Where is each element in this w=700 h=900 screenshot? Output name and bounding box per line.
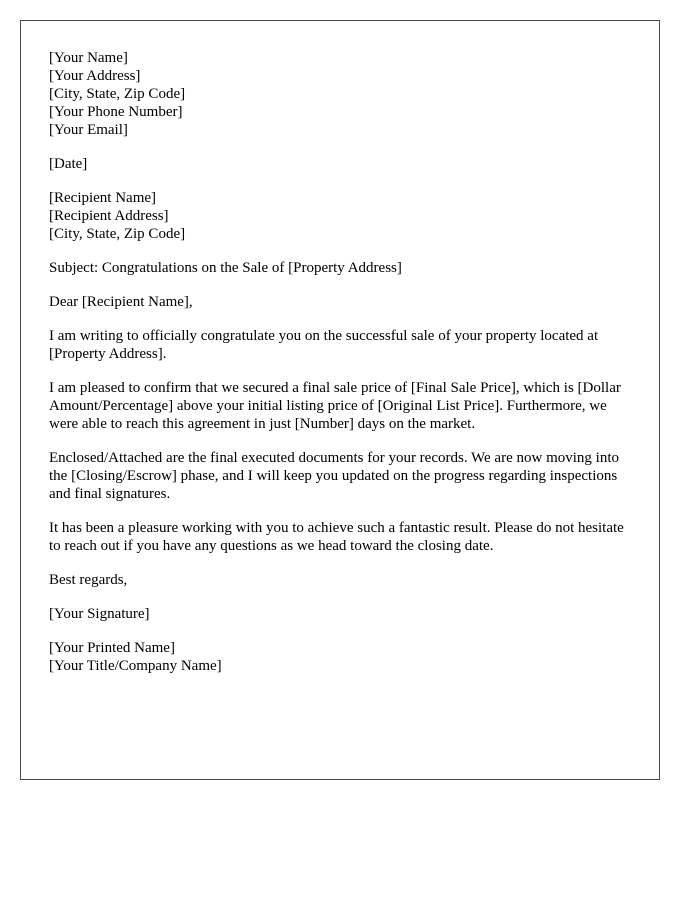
paragraph-intro: I am writing to officially congratulate you on the successful sale of your property located at [Property Address]. (49, 328, 599, 362)
recipient-city-state-zip: [City, State, Zip Code] (49, 226, 186, 242)
recipient-block (49, 189, 639, 243)
closing-phrase: Best regards, (49, 572, 128, 588)
recipient-name: [Recipient Name] (49, 190, 157, 206)
recipient-address: [Recipient Address] (49, 208, 169, 224)
sender-city-state-zip: [City, State, Zip Code] (49, 86, 186, 102)
paragraph-closing-remarks: It has been a pleasure working with you to achieve such a fantastic result. Please do not hesitate to reach out if you have any questions as we head toward the closing date. (49, 520, 624, 554)
subject-line: Subject: Congratulations on the Sale of [Property Address] (49, 260, 402, 276)
sender-address: [Your Address] (49, 68, 141, 84)
sender-email: [Your Email] (49, 122, 128, 138)
paragraph-documents: Enclosed/Attached are the final executed documents for your records. We are now moving into the [Closing/Escrow] phase, and I will keep you updated on the progress regarding inspections and final signatures. (49, 450, 619, 502)
sender-block (49, 49, 639, 139)
sender-phone: [Your Phone Number] (49, 104, 183, 120)
date-block (49, 155, 639, 173)
salutation: Dear [Recipient Name], (49, 294, 193, 310)
letter-frame (20, 20, 660, 780)
letter-body (49, 49, 639, 691)
sender-name: [Your Name] (49, 50, 128, 66)
printed-name: [Your Printed Name] (49, 640, 175, 656)
signoff-block (49, 639, 639, 675)
signature-placeholder: [Your Signature] (49, 606, 150, 622)
letter-date: [Date] (49, 156, 88, 172)
title-company: [Your Title/Company Name] (49, 658, 222, 674)
paragraph-sale-price: I am pleased to confirm that we secured a final sale price of [Final Sale Price], which is [Dollar Amount/Percentage] above your initial listing price of [Original List Price]. Furthermore, we were able to reach this agreement in just [Number] days on the market. (49, 380, 621, 432)
